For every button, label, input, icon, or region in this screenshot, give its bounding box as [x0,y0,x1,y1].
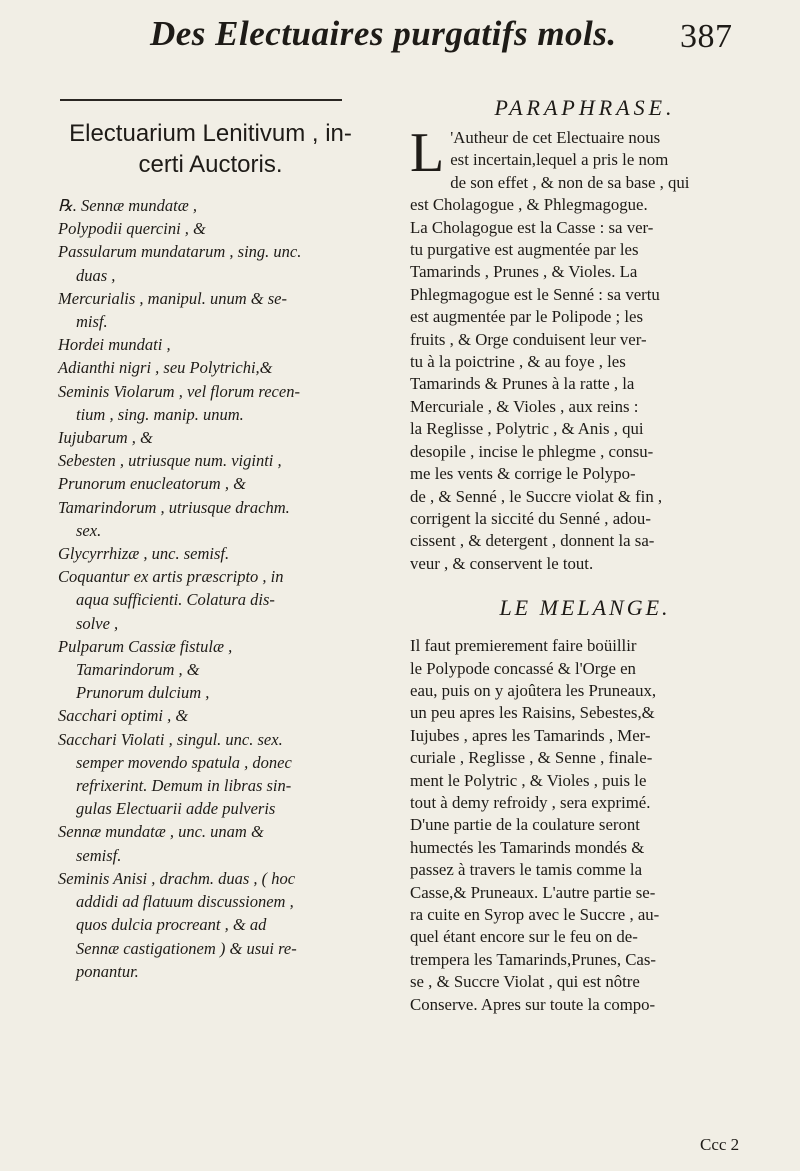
header-rule [60,99,342,101]
recipe-line: tium , sing. manip. unum. [76,404,244,424]
recipe-line: misf. [76,312,108,332]
text-line: Tamarinds , Prunes , & Violes. La [410,262,638,282]
recipe-line: duas , [76,265,116,285]
recipe-line: semper movendo spatula , donec [76,752,292,772]
text-line: La Cholagogue est la Casse : sa ver- [410,217,654,237]
recipe-line: Adianthi nigri , seu Polytrichi,& [58,358,273,378]
recipe-line: addidi ad flatuum discussionem , [76,892,294,912]
recipe-line: Sacchari Violati , singul. unc. sex. [58,729,283,749]
text-line: de , & Senné , le Succre violat & fin , [410,486,663,506]
recipe-line: Hordei mundati , [58,335,171,355]
recipe-line: ℞. Sennæ mundatæ , [58,196,198,215]
recipe-line: Prunorum enucleatorum , & [58,474,246,494]
text-line: est incertain,lequel a pris le nom [450,150,669,170]
paraphrase-heading: PARAPHRASE. [494,95,676,120]
recipe-line: Prunorum dulcium , [76,683,210,703]
text-line: Iujubes , apres les Tamarinds , Mer- [410,725,651,745]
text-line: 'Autheur de cet Electuaire nous [450,128,661,147]
recipe-line: Sacchari optimi , & [58,706,189,726]
recipe-line: Seminis Violarum , vel florum recen- [58,381,300,401]
text-line: tout à demy refroidy , sera exprimé. [410,792,651,812]
recipe-line: Glycyrrhizæ , unc. semisf. [58,544,230,564]
melange-heading: LE MELANGE. [499,595,671,621]
latin-recipe [58,194,363,983]
latin-title-line: certi Auctoris. [138,151,283,178]
running-head [150,14,750,54]
text-line: de son effet , & non de sa base , qui [450,172,690,192]
text-line: Conserve. Apres sur toute la compo- [410,994,656,1014]
recipe-line: Mercurialis , manipul. unum & se- [58,288,287,308]
text-line: ra cuite en Syrop avec le Succre , au- [410,905,660,924]
recipe-line: Polypodii quercini , & [58,219,206,239]
text-line: humectés les Tamarinds mondés & [410,837,645,857]
paraphrase-text [410,122,760,575]
recipe-line: Sebesten , utriusque num. viginti , [58,451,282,471]
text-line: se , & Succre Violat , qui est nôtre [410,972,640,992]
text-line: quel étant encore sur le feu on de- [410,927,638,947]
text-line: Casse,& Pruneaux. L'autre partie se- [410,882,656,902]
recipe-line: semisf. [76,845,122,865]
text-line: corrigent la siccité du Senné , adou- [410,508,651,528]
recipe-line: Sennæ castigationem ) & usui re- [76,938,297,958]
recipe-line: Pulparum Cassiæ fistulæ , [58,636,233,656]
text-line: curiale , Reglisse , & Senne , finale- [410,748,653,768]
latin-title-line: Electuarium Lenitivum , in- [69,120,352,147]
text-line: me les vents & corrige le Polypo- [410,464,636,484]
text-line: Phlegmagogue est le Senné : sa vertu [410,284,660,304]
french-column [410,95,760,1016]
recipe-line: Sennæ mundatæ , unc. unam & [58,822,264,842]
recipe-line: sex. [76,520,102,540]
melange-text [410,635,760,1016]
recipe-line: solve , [76,613,119,633]
text-line: Il faut premierement faire boüillir [410,636,637,656]
text-line: veur , & conservent le tout. [410,553,594,573]
text-line: desopile , incise le phlegme , consu- [410,441,654,461]
drop-cap: L [410,122,445,184]
running-title: Des Electuaires purgatifs mols. [150,14,617,53]
recipe-line: gulas Electuarii adde pulveris [76,799,276,819]
text-line: la Reglisse , Polytric , & Anis , qui [410,419,644,439]
latin-column [58,118,363,983]
text-line: ment le Polytric , & Violes , puis le [410,770,647,790]
text-line: est Cholagogue , & Phlegmagogue. [410,195,648,215]
text-line: tu à la poictrine , & au foye , les [410,352,626,372]
recipe-line: Tamarindorum , utriusque drachm. [58,497,290,517]
text-line: passez à travers le tamis comme la [410,860,643,880]
text-line: tu purgative est augmentée par les [410,240,639,260]
recipe-line: aqua sufficienti. Colatura dis- [76,590,275,610]
text-line: trempera les Tamarinds,Prunes, Cas- [410,949,656,969]
page-number: 387 [680,18,733,55]
text-line: Mercuriale , & Violes , aux reins : [410,396,639,416]
recipe-line: ponantur. [76,961,139,981]
latin-title [58,118,363,180]
recipe-line: Tamarindorum , & [76,660,200,680]
text-line: Tamarinds & Prunes à la ratte , la [410,374,635,394]
text-line: D'une partie de la coulature seront [410,815,640,835]
recipe-line: refrixerint. Demum in libras sin- [76,776,292,796]
text-line: le Polypode concassé & l'Orge en [410,658,636,678]
recipe-line: quos dulcia procreant , & ad [76,915,267,935]
recipe-line: Coquantur ex artis præscripto , in [58,567,284,587]
text-line: est augmentée par le Polipode ; les [410,307,644,327]
text-line: fruits , & Orge conduisent leur ver- [410,329,647,349]
signature-mark: Ccc 2 [700,1135,740,1154]
text-line: un peu apres les Raisins, Sebestes,& [410,703,655,723]
text-line: cissent , & detergent , donnent la sa- [410,531,655,551]
text-line: eau, puis on y ajoûtera les Pruneaux, [410,680,657,700]
recipe-line: Iujubarum , & [58,428,153,448]
recipe-line: Seminis Anisi , drachm. duas , ( hoc [58,868,296,888]
recipe-line: Passularum mundatarum , sing. unc. [58,242,302,262]
